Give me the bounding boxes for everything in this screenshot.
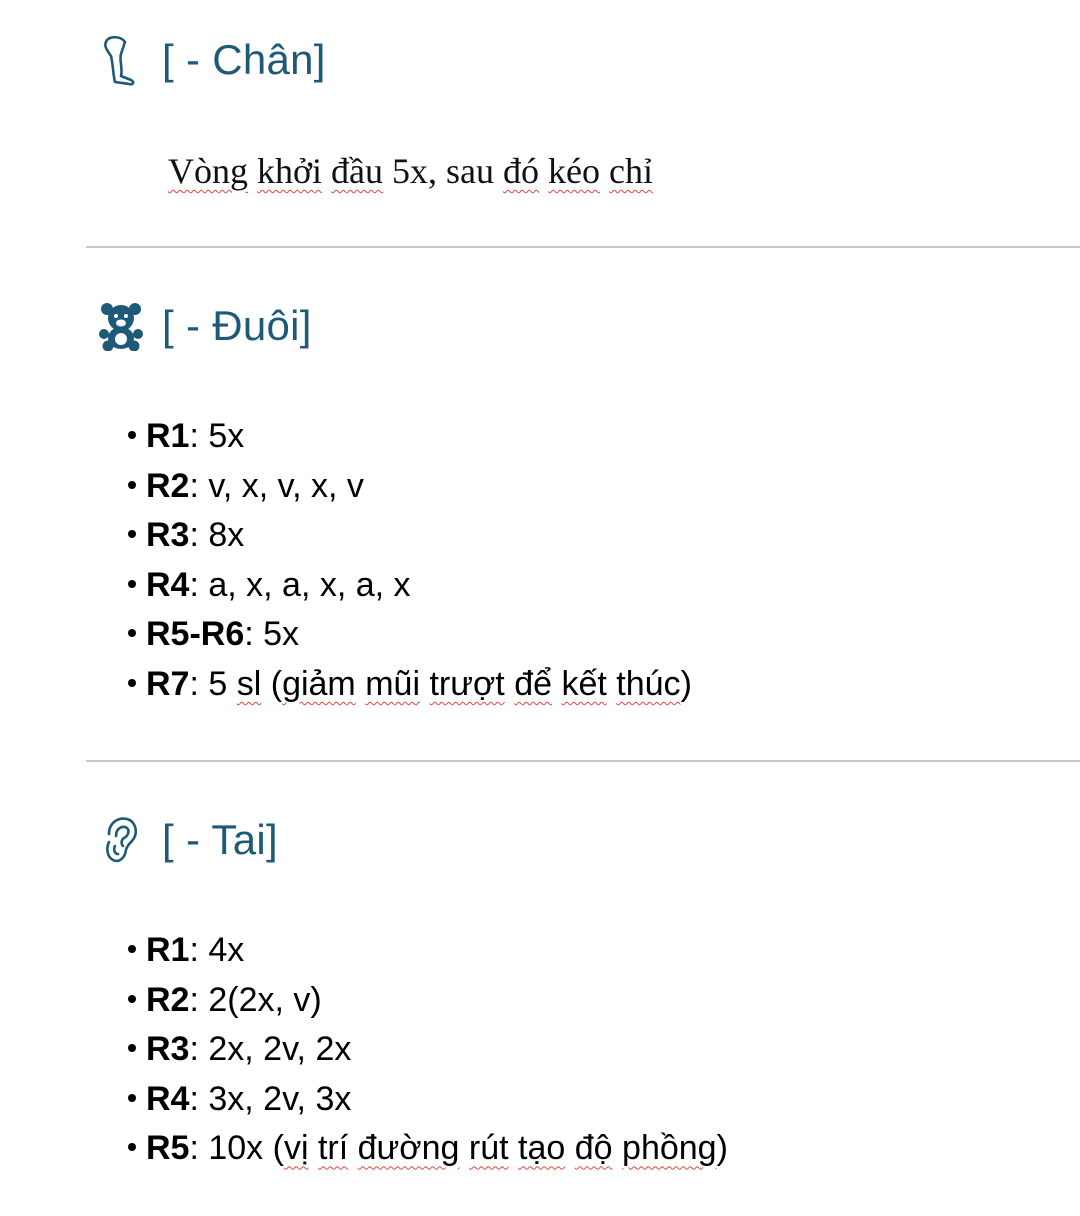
bullet-icon [128, 1044, 136, 1052]
row-key: R4 [146, 1079, 190, 1118]
bullet-icon [128, 530, 136, 538]
spellcheck-word: đầu [331, 151, 384, 191]
list-item [128, 511, 692, 561]
bullet-icon [128, 629, 136, 637]
teddy-bear-icon [98, 300, 144, 352]
spellcheck-word: kết [561, 664, 607, 703]
bullet-icon [128, 1094, 136, 1102]
bullet-icon [128, 481, 136, 489]
paragraph [168, 150, 653, 192]
text-run: ( [261, 664, 283, 703]
text-run [248, 151, 257, 191]
text-run: : 5 [189, 664, 237, 703]
spellcheck-word: đường [357, 1129, 460, 1168]
text-run: 5x, sau [383, 151, 504, 191]
spellcheck-word: sl [236, 664, 262, 703]
text-run: : 4x [189, 931, 245, 969]
row-list-duoi [128, 412, 692, 710]
text-run [505, 665, 514, 703]
list-item [128, 1075, 728, 1125]
spellcheck-word: để [514, 664, 553, 703]
list-item [128, 610, 692, 660]
spellcheck-word: trí [317, 1129, 349, 1168]
spellcheck-word: đó [503, 151, 540, 191]
row-key: R1 [146, 931, 190, 969]
text-run [322, 151, 331, 191]
spellcheck-word: phồng [622, 1129, 717, 1168]
spellcheck-word: trượt [429, 664, 505, 703]
list-item [128, 926, 728, 976]
spellcheck-word: giảm [282, 664, 356, 703]
spellcheck-word: kéo [548, 151, 601, 191]
list-item [128, 412, 692, 462]
ear-icon [98, 814, 144, 866]
text-run [348, 1129, 357, 1167]
spellcheck-word: Vòng [168, 151, 248, 191]
row-key: R3 [146, 516, 190, 555]
row-key: R4 [146, 565, 190, 604]
text-run [600, 151, 609, 191]
spellcheck-word: độ [574, 1129, 613, 1168]
text-run: : 8x [189, 516, 245, 555]
divider [86, 760, 1080, 762]
list-item [128, 462, 692, 512]
section-title: [ - Chân] [162, 36, 326, 83]
section-title: [ - Tai] [162, 816, 278, 863]
text-run: : 2x, 2v, 2x [189, 1030, 352, 1069]
list-item [128, 976, 728, 1026]
section-heading-duoi [98, 300, 312, 352]
text-run [459, 1129, 468, 1167]
row-key: R5-R6 [146, 615, 245, 654]
text-run [607, 665, 616, 703]
text-run: : a, x, a, x, a, x [189, 565, 411, 604]
spellcheck-word: thúc [616, 664, 681, 703]
bullet-icon [128, 1143, 136, 1151]
text-run [565, 1129, 574, 1167]
text-run [613, 1129, 622, 1167]
spellcheck-word: khởi [257, 151, 323, 191]
row-key: R7 [146, 664, 190, 703]
text-run [539, 151, 548, 191]
bullet-icon [128, 679, 136, 687]
row-key: R2 [146, 466, 190, 505]
row-key: R2 [146, 980, 190, 1019]
spellcheck-word: mũi [365, 664, 421, 703]
bullet-icon [128, 995, 136, 1003]
text-run [356, 665, 365, 703]
text-run: : 10x ( [189, 1129, 284, 1168]
text-run: ) [716, 1129, 728, 1168]
text-run [309, 1129, 318, 1167]
list-item [128, 1025, 728, 1075]
row-key: R5 [146, 1129, 190, 1168]
divider [86, 246, 1080, 248]
spellcheck-word: vị [283, 1129, 309, 1168]
spellcheck-word: rút [468, 1129, 509, 1168]
bullet-icon [128, 580, 136, 588]
bullet-icon [128, 945, 136, 953]
text-run: : v, x, v, x, v [189, 466, 364, 505]
leg-icon [98, 34, 144, 86]
row-key: R1 [146, 417, 190, 455]
text-run: : 5x [189, 417, 245, 455]
text-run: : 2(2x, v) [189, 980, 322, 1019]
section-title: [ - Đuôi] [162, 302, 312, 349]
section-heading-chan [98, 34, 326, 86]
text-run: ) [680, 664, 692, 703]
text-run: : 5x [244, 615, 300, 654]
section-heading-tai [98, 814, 278, 866]
list-item [128, 561, 692, 611]
list-item [128, 1124, 728, 1174]
spellcheck-word: tạo [518, 1129, 566, 1168]
row-key: R3 [146, 1030, 190, 1069]
text-run [509, 1129, 518, 1167]
spellcheck-word: chỉ [609, 151, 653, 191]
bullet-icon [128, 431, 136, 439]
list-item [128, 660, 692, 710]
text-run: : 3x, 2v, 3x [189, 1079, 352, 1118]
row-list-tai [128, 926, 728, 1174]
